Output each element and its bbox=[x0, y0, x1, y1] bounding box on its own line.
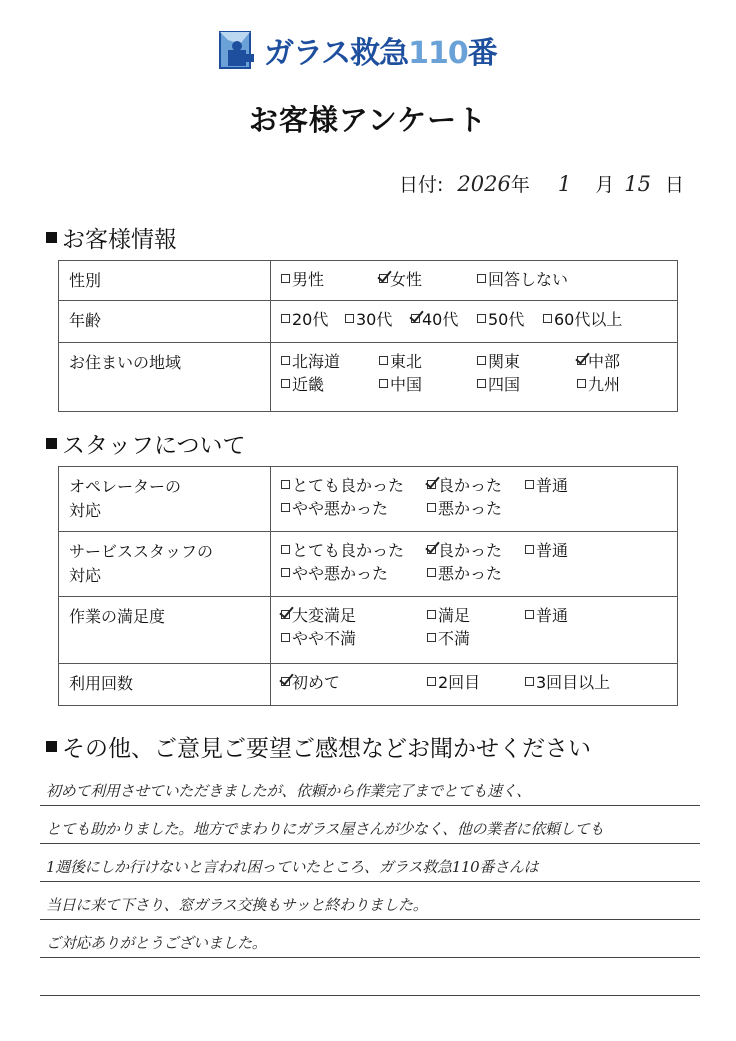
checkbox-icon[interactable] bbox=[281, 503, 290, 512]
option-checkbox[interactable] bbox=[577, 349, 657, 372]
option-checkbox[interactable] bbox=[411, 307, 477, 330]
checkbox-icon[interactable] bbox=[281, 274, 290, 283]
customer-info-table bbox=[58, 260, 678, 412]
option-label: 初めて bbox=[292, 673, 341, 692]
row-label bbox=[59, 532, 271, 597]
options-line bbox=[281, 267, 677, 290]
date-day-unit: 日 bbox=[664, 174, 684, 196]
checked-box-icon[interactable] bbox=[427, 480, 436, 489]
option-label: 大変満足 bbox=[292, 606, 357, 625]
checked-box-icon[interactable] bbox=[281, 610, 290, 619]
option-checkbox[interactable] bbox=[281, 561, 427, 584]
option-checkbox[interactable] bbox=[427, 538, 525, 561]
option-checkbox[interactable] bbox=[427, 603, 525, 626]
checkbox-icon[interactable] bbox=[345, 314, 354, 323]
option-label: 60代以上 bbox=[554, 310, 623, 329]
checkbox-icon[interactable] bbox=[427, 568, 436, 577]
checked-box-icon[interactable] bbox=[577, 356, 586, 365]
checkbox-icon[interactable] bbox=[281, 568, 290, 577]
option-checkbox[interactable] bbox=[427, 473, 525, 496]
option-label: 悪かった bbox=[438, 564, 503, 583]
option-label: やや不満 bbox=[292, 629, 357, 648]
option-label: 良かった bbox=[438, 476, 503, 495]
option-label: 普通 bbox=[536, 476, 569, 495]
option-checkbox[interactable] bbox=[281, 626, 427, 649]
options-line bbox=[281, 349, 677, 372]
option-label: 近畿 bbox=[292, 375, 325, 394]
checkbox-icon[interactable] bbox=[281, 379, 290, 388]
checkbox-icon[interactable] bbox=[543, 314, 552, 323]
customer-section-title: お客様情報 bbox=[62, 227, 177, 253]
checkbox-icon[interactable] bbox=[427, 677, 436, 686]
option-label: 女性 bbox=[390, 270, 423, 289]
comments-heading bbox=[46, 730, 591, 763]
staff-table bbox=[58, 466, 678, 706]
checkbox-icon[interactable] bbox=[477, 356, 486, 365]
checkbox-icon[interactable] bbox=[577, 379, 586, 388]
checkbox-icon[interactable] bbox=[281, 633, 290, 642]
options-line bbox=[281, 603, 677, 626]
staff_section-row bbox=[59, 664, 678, 706]
row-label-line: 利用回数 bbox=[69, 674, 134, 693]
checkbox-icon[interactable] bbox=[427, 633, 436, 642]
checkbox-icon[interactable] bbox=[379, 356, 388, 365]
options-cell bbox=[271, 301, 678, 343]
option-checkbox[interactable] bbox=[281, 473, 427, 496]
option-checkbox[interactable] bbox=[427, 626, 525, 649]
options-cell bbox=[271, 664, 678, 706]
comment-text: 1週後にしか行けないと言われ困っていたところ、ガラス救急110番さんは bbox=[46, 858, 539, 876]
page-title: お客様アンケート bbox=[248, 103, 488, 137]
date-month: 1 bbox=[557, 172, 572, 196]
options-line bbox=[281, 473, 677, 496]
row-label-line: サービススタッフの bbox=[69, 542, 214, 561]
checkbox-icon[interactable] bbox=[281, 314, 290, 323]
option-label: とても良かった bbox=[292, 476, 405, 495]
options-line bbox=[281, 307, 677, 330]
staff_section-row bbox=[59, 467, 678, 532]
date-label: 日付: bbox=[398, 174, 444, 196]
staff-section-heading bbox=[46, 427, 246, 460]
options-cell bbox=[271, 343, 678, 412]
checkbox-icon[interactable] bbox=[477, 314, 486, 323]
date-day: 15 bbox=[624, 172, 651, 196]
option-checkbox[interactable] bbox=[379, 372, 477, 395]
comment-line bbox=[40, 806, 700, 844]
option-checkbox[interactable] bbox=[477, 372, 577, 395]
date-year: 2026 bbox=[457, 172, 511, 196]
option-checkbox[interactable] bbox=[477, 307, 543, 330]
options-line bbox=[281, 538, 677, 561]
row-label bbox=[59, 261, 271, 301]
options-line bbox=[281, 626, 677, 649]
checked-box-icon[interactable] bbox=[427, 545, 436, 554]
option-label: 普通 bbox=[536, 606, 569, 625]
customer_section-row bbox=[59, 343, 678, 412]
square-bullet-icon bbox=[46, 741, 57, 752]
option-label: とても良かった bbox=[292, 541, 405, 560]
options-cell bbox=[271, 261, 678, 301]
option-checkbox[interactable] bbox=[525, 473, 595, 496]
comment-line bbox=[40, 920, 700, 958]
square-bullet-icon bbox=[46, 438, 57, 449]
option-label: 回答しない bbox=[488, 270, 569, 289]
option-checkbox[interactable] bbox=[427, 670, 525, 693]
option-label: やや悪かった bbox=[292, 499, 389, 518]
date-year-unit: 年 bbox=[510, 174, 530, 196]
option-label: 普通 bbox=[536, 541, 569, 560]
options-line bbox=[281, 670, 677, 693]
option-checkbox[interactable] bbox=[281, 349, 379, 372]
option-label: 良かった bbox=[438, 541, 503, 560]
staff-section-title: スタッフについて bbox=[62, 433, 246, 459]
option-label: 関東 bbox=[488, 352, 521, 371]
option-checkbox[interactable] bbox=[281, 496, 427, 519]
option-label: 2回目 bbox=[438, 673, 481, 692]
customer-section-heading bbox=[46, 221, 177, 254]
checkbox-icon[interactable] bbox=[525, 677, 534, 686]
comment-text: ご対応ありがとうございました。 bbox=[46, 934, 267, 952]
row-label bbox=[59, 467, 271, 532]
customer_section-row bbox=[59, 261, 678, 301]
option-checkbox[interactable] bbox=[525, 603, 595, 626]
square-bullet-icon bbox=[46, 232, 57, 243]
row-label-line: 対応 bbox=[69, 566, 102, 585]
comment-line bbox=[40, 768, 700, 806]
staff_section-row bbox=[59, 532, 678, 597]
options-line bbox=[281, 561, 677, 584]
staff_section-row bbox=[59, 597, 678, 664]
row-label bbox=[59, 343, 271, 412]
option-label: 50代 bbox=[488, 310, 525, 329]
checkbox-icon[interactable] bbox=[427, 503, 436, 512]
option-label: 東北 bbox=[390, 352, 423, 371]
comment-line bbox=[40, 958, 700, 996]
checkbox-icon[interactable] bbox=[281, 545, 290, 554]
option-label: 悪かった bbox=[438, 499, 503, 518]
comment-line bbox=[40, 844, 700, 882]
option-label: やや悪かった bbox=[292, 564, 389, 583]
option-label: 40代 bbox=[422, 310, 459, 329]
comment-text: 当日に来て下さり、窓ガラス交換もサッと終わりました。 bbox=[46, 896, 428, 914]
checkbox-icon[interactable] bbox=[427, 610, 436, 619]
option-checkbox[interactable] bbox=[379, 349, 477, 372]
checkbox-icon[interactable] bbox=[525, 545, 534, 554]
options-cell bbox=[271, 532, 678, 597]
company-logo bbox=[218, 26, 497, 74]
option-checkbox[interactable] bbox=[281, 670, 427, 693]
checked-box-icon[interactable] bbox=[379, 274, 388, 283]
option-checkbox[interactable] bbox=[281, 538, 427, 561]
row-label-line: 作業の満足度 bbox=[69, 607, 166, 626]
option-checkbox[interactable] bbox=[379, 267, 477, 290]
checked-box-icon[interactable] bbox=[411, 314, 420, 323]
checkbox-icon[interactable] bbox=[477, 379, 486, 388]
comment-text: とても助かりました。地方でまわりにガラス屋さんが少なく、他の業者に依頼しても bbox=[46, 820, 604, 838]
option-checkbox[interactable] bbox=[477, 349, 577, 372]
option-checkbox[interactable] bbox=[345, 307, 411, 330]
row-label-line: 年齢 bbox=[69, 311, 102, 330]
option-label: 30代 bbox=[356, 310, 393, 329]
options-cell bbox=[271, 597, 678, 664]
option-label: 20代 bbox=[292, 310, 329, 329]
option-checkbox[interactable] bbox=[281, 372, 379, 395]
customer_section-row bbox=[59, 301, 678, 343]
option-label: 中部 bbox=[588, 352, 621, 371]
comment-text: 初めて利用させていただきましたが、依頼から作業完了までとても速く、 bbox=[46, 782, 531, 800]
option-checkbox[interactable] bbox=[477, 267, 597, 290]
comment-line bbox=[40, 882, 700, 920]
row-label bbox=[59, 597, 271, 664]
option-checkbox[interactable] bbox=[577, 372, 657, 395]
options-line bbox=[281, 372, 677, 395]
checkbox-icon[interactable] bbox=[379, 379, 388, 388]
row-label-line: 対応 bbox=[69, 501, 102, 520]
option-label: 男性 bbox=[292, 270, 325, 289]
option-checkbox[interactable] bbox=[281, 267, 379, 290]
option-label: 四国 bbox=[488, 375, 521, 394]
logo-text: ガラス救急110番 bbox=[264, 36, 497, 71]
comments-area bbox=[40, 768, 700, 996]
logo-icon bbox=[218, 28, 258, 72]
row-label bbox=[59, 301, 271, 343]
date-month-unit: 月 bbox=[595, 174, 615, 196]
checkbox-icon[interactable] bbox=[281, 356, 290, 365]
row-label-line: お住まいの地域 bbox=[69, 353, 182, 372]
row-label bbox=[59, 664, 271, 706]
row-label-line: オペレーターの bbox=[69, 477, 182, 496]
checked-box-icon[interactable] bbox=[281, 677, 290, 686]
options-cell bbox=[271, 467, 678, 532]
row-label-line: 性別 bbox=[69, 271, 102, 290]
option-checkbox[interactable] bbox=[427, 561, 525, 584]
option-checkbox[interactable] bbox=[281, 307, 345, 330]
checkbox-icon[interactable] bbox=[477, 274, 486, 283]
options-line bbox=[281, 496, 677, 519]
option-checkbox[interactable] bbox=[525, 670, 635, 693]
option-checkbox[interactable] bbox=[525, 538, 595, 561]
option-checkbox[interactable] bbox=[427, 496, 525, 519]
option-label: 九州 bbox=[588, 375, 621, 394]
option-checkbox[interactable] bbox=[281, 603, 427, 626]
option-label: 北海道 bbox=[292, 352, 341, 371]
option-label: 不満 bbox=[438, 629, 471, 648]
option-checkbox[interactable] bbox=[543, 307, 643, 330]
option-label: 3回目以上 bbox=[536, 673, 611, 692]
comments-title: その他、ご意見ご要望ご感想などお聞かせください bbox=[62, 736, 591, 762]
checkbox-icon[interactable] bbox=[281, 480, 290, 489]
option-label: 満足 bbox=[438, 606, 471, 625]
checkbox-icon[interactable] bbox=[525, 480, 534, 489]
date-row bbox=[399, 170, 684, 197]
option-label: 中国 bbox=[390, 375, 423, 394]
checkbox-icon[interactable] bbox=[525, 610, 534, 619]
